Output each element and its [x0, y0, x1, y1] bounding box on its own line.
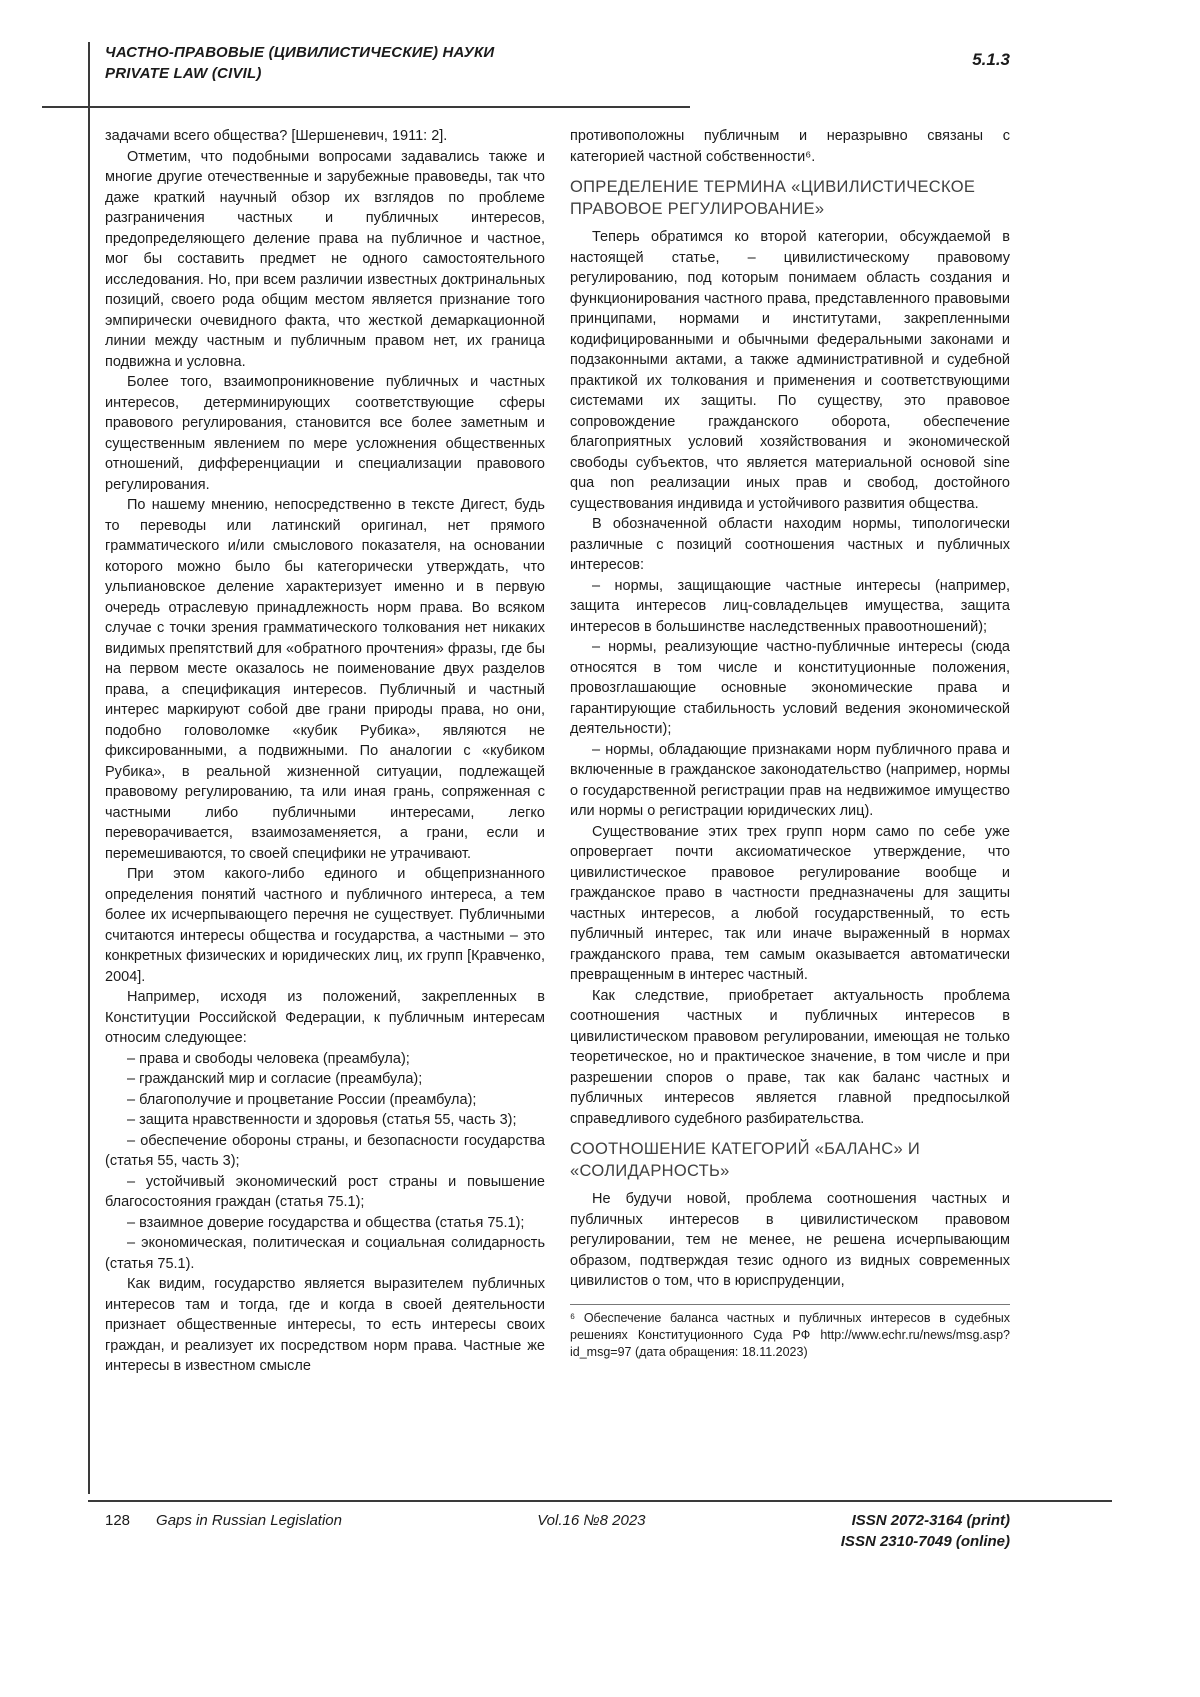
paragraph: Не будучи новой, проблема соотношения частных и публичных интересов в цивилистическом правовом регулировании, тем не менее, не решена исчерпывающим образом, подтверждая тезис одного из видных современных цивилистов о том, что в юриспруденции, — [570, 1191, 1010, 1289]
section-title-en: PRIVATE LAW (CIVIL) — [105, 65, 262, 82]
list-item: – гражданский мир и согласие (преамбула); — [127, 1071, 423, 1087]
list-item: – обеспечение обороны страны, и безопасности государства (статья 55, часть 3); — [105, 1132, 545, 1169]
page-footer — [105, 1510, 1010, 1552]
section-title-ru: ЧАСТНО-ПРАВОВЫЕ (ЦИВИЛИСТИЧЕСКИЕ) НАУКИ — [105, 44, 495, 61]
footer-issn — [841, 1510, 1010, 1552]
paragraph: задачами всего общества? [Шершеневич, 1911: 2]. — [105, 128, 448, 144]
list-item: – взаимное доверие государства и общества (статья 75.1); — [127, 1214, 525, 1231]
section-heading: ОПРЕДЕЛЕНИЕ ТЕРМИНА «ЦИВИЛИСТИЧЕСКОЕ ПРАВОВОЕ РЕГУЛИРОВАНИЕ» — [570, 178, 976, 218]
list-item: – права и свободы человека (преамбула); — [127, 1050, 410, 1067]
list-item: – защита нравственности и здоровья (статья 55, часть 3); — [127, 1112, 517, 1128]
paragraph: Как видим, государство является выразителем публичных интересов там и тогда, где и когда в своей деятельности признает общественные интересы, то есть интересы своих граждан, и реализует их посредством норм права. Частные же интересы в известном смысле — [105, 1276, 545, 1374]
footer-divider-rule — [88, 1500, 1112, 1502]
footer-left — [105, 1510, 342, 1531]
page-header — [105, 42, 1010, 84]
paragraph: противоположны публичным и неразрывно связаны с категорией частной собственности⁶. — [570, 128, 1010, 165]
right-column — [570, 126, 1010, 1377]
page-number: 128 — [105, 1512, 131, 1529]
paragraph: Теперь обратимся ко второй категории, обсуждаемой в настоящей статье, – цивилистическому правовому регулированию, под которым понимаем область создания и функционирования частного права, представленного правовыми принципами, нормами и институтами, закрепленными кодифицированными и обычными федеральными законами и подзаконными актами, а также административной и судебной практикой их толкования и применения и соответствующими системами их защиты. По существу, это правовое сопровождение гражданского оборота, обеспечение благоприятных условий хозяйствования и экономической свободы субъектов, что является материальной основой sine qua non реализации иных прав и свобод, достойного существования индивида и устойчивого развития общества. — [570, 229, 1010, 512]
paragraph: По нашему мнению, непосредственно в тексте Дигест, будь то переводы или латинский оригинал, нет прямого грамматического и/или смыслового показателя, на основании которого можно было бы категорически утверждать, что ульпиановское деление характеризует именно и в первую очередь отраслевую принадлежность норм права. Во всяком случае с точки зрения грамматического толкования нет никаких видимых препятствий для «обратного прочтения» фразы, где бы на первом месте оказалось не поименование двух разделов права, а спецификация интересов. Публичный и частный интерес маркируют собой две грани природы права, но они, подобно головоломке «кубик Рубика», являются не фиксированными, а подвижными. По аналогии с «кубиком Рубика», в реальной жизненной ситуации, подлежащей правовому регулированию, та или иная грань, сопряженная с частными либо публичными интересами, легко переворачивается, взаимозаменяется, а грани, если и перемешиваются, то своей специфики не утрачивают. — [105, 497, 545, 862]
article-body — [105, 126, 1010, 1377]
paragraph: Более того, взаимопроникновение публичных и частных интересов, детерминирующих соответствующие сферы правового регулирования, становится все более заметным и существенным явлением по мере усложнения общественных отношений, дифференциации и специализации правового регулирования. — [105, 374, 545, 493]
list-item: – нормы, обладающие признаками норм публичного права и включенные в гражданское законодательство (например, нормы о государственной регистрации прав на недвижимое имущество или нормы о регистрации юридических лиц). — [570, 741, 1010, 819]
paragraph: Существование этих трех групп норм само по себе уже опровергает почти аксиоматическое утверждение, что цивилистическое правовое регулирование вообще и гражданское право в частности предназначены для защиты частных интересов, а любой государственный, то есть публичный интерес, так или иначе выраженный в нормах гражданского права, тем самым оказывается автоматически превращенным в интерес частный. — [570, 823, 1010, 983]
section-code: 5.1.3 — [972, 50, 1010, 69]
list-item: – благополучие и процветание России (преамбула); — [127, 1091, 477, 1108]
journal-title: Gaps in Russian Legislation — [156, 1512, 342, 1529]
header-divider-rule — [42, 106, 690, 108]
paragraph: Отметим, что подобными вопросами задавались также и многие другие отечественные и зарубежные правоведы, так что даже краткий научный обзор их взглядов по проблеме разграничения частных и публичных интересов, предопределяющего деление права на публичное и частное, мог бы составить предмет не одного самостоятельного исследования. Но, при всем различии известных доктринальных позиций, своего рода общим местом является признание того эмпирически очевидного факта, что жесткой демаркационной линии между частным и публичным правом нет, их граница подвижна и условна. — [105, 148, 545, 370]
volume-issue: Vol.16 №8 2023 — [537, 1512, 646, 1529]
paragraph: В обозначенной области находим нормы, типологически различные с позиций соотношения частных и публичных интересов: — [570, 516, 1010, 573]
issn-online: ISSN 2310-7049 (online) — [840, 1533, 1010, 1550]
paragraph: При этом какого-либо единого и общепризнанного определения понятий частного и публичного интереса, а тем более их исчерпывающего перечня не существует. Публичными считаются интересы общества и государства, а частными – это конкретных физических и юридических лиц, их групп [Кравченко, 2004]. — [105, 866, 545, 985]
list-item: – устойчивый экономический рост страны и повышение благосостояния граждан (статья 75.1); — [105, 1173, 545, 1210]
section-titles — [105, 42, 494, 84]
paragraph: Как следствие, приобретает актуальность проблема соотношения частных и публичных интересов в цивилистическом правовом регулировании, имеющая не только теоретическое, но и практическое значение, в том числе и при разрешении споров о праве, так как баланс частных и публичных интересов является главной предпосылкой справедливого судебного разбирательства. — [570, 987, 1010, 1127]
list-item: – нормы, реализующие частно-публичные интересы (сюда относятся в том числе и конституционные положения, провозглашающие основные экономические права и гарантирующие стабильность условий ведения экономической деятельности); — [570, 639, 1010, 737]
left-margin-rule — [88, 42, 90, 1494]
list-item: – экономическая, политическая и социальная солидарность (статья 75.1). — [105, 1235, 545, 1272]
footnote: ⁶ Обеспечение баланса частных и публичных интересов в судебных решениях Конституционного Суда РФ http://www.echr.ru/news/msg.asp?id_msg=97 (дата обращения: 18.11.2023) — [570, 1304, 1010, 1361]
section-heading: СООТНОШЕНИЕ КАТЕГОРИЙ «БАЛАНС» И «СОЛИДАРНОСТЬ» — [570, 1140, 921, 1180]
left-column — [105, 126, 545, 1377]
list-item: – нормы, защищающие частные интересы (например, защита интересов лиц-совладельцев имущества, защита интересов в большинстве наследственных правоотношений); — [570, 577, 1010, 635]
issn-print: ISSN 2072-3164 (print) — [851, 1512, 1010, 1529]
paragraph: Например, исходя из положений, закрепленных в Конституции Российской Федерации, к публичным интересам относим следующее: — [105, 989, 545, 1046]
